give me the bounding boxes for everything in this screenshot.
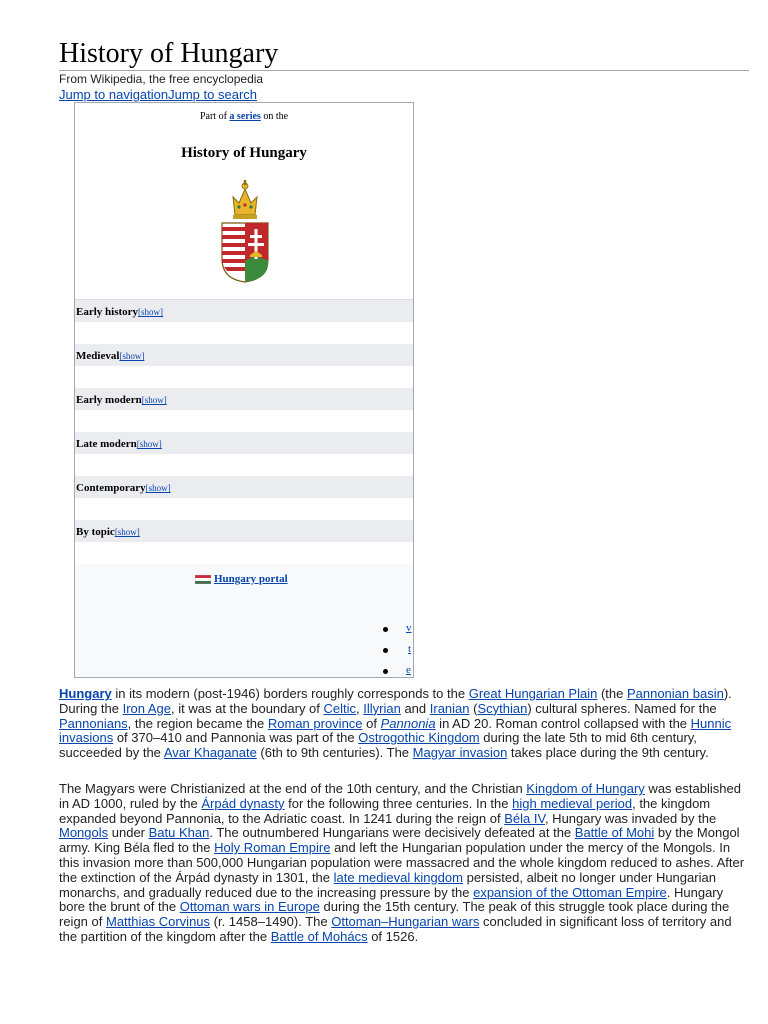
jump-to-navigation-link[interactable]: Jump to navigation	[59, 87, 169, 102]
row-label-text: Contemporary	[76, 482, 146, 494]
inline-text: (	[469, 700, 478, 716]
inline-link[interactable]: Magyar invasion	[412, 745, 508, 761]
site-tagline: From Wikipedia, the free encyclopedia	[59, 72, 264, 86]
inline-text: , the region became the	[127, 715, 268, 731]
inline-link[interactable]: Hunnic invasions	[59, 715, 732, 746]
jump-to-search-link[interactable]: Jump to search	[168, 87, 257, 102]
inline-text: . Hungary bore the brunt of the	[59, 884, 724, 915]
edit-template-link[interactable]: e	[406, 664, 411, 676]
row-label-text: Medieval	[76, 350, 120, 362]
show-toggle[interactable]: [show]	[145, 483, 171, 493]
infobox-spacer	[75, 322, 413, 344]
inline-link[interactable]: expansion of the Ottoman Empire	[473, 884, 667, 900]
page-title: History of Hungary	[59, 38, 279, 69]
inline-link[interactable]: Batu Khan	[148, 825, 210, 841]
inline-link[interactable]: Ottoman wars in Europe	[179, 899, 320, 915]
infobox-spacer	[75, 542, 413, 564]
inline-link[interactable]: Béla IV	[504, 810, 545, 826]
contemporary-label	[76, 482, 171, 494]
inline-link[interactable]: Battle of Mohács	[270, 928, 368, 944]
inline-link[interactable]: Ottoman–Hungarian wars	[331, 914, 480, 930]
show-toggle[interactable]: [show]	[114, 527, 140, 537]
inline-text: ). During the	[59, 686, 732, 716]
bullet-icon	[383, 627, 388, 632]
inline-link[interactable]: high medieval period	[512, 795, 633, 811]
inline-text: , it was at the boundary of	[171, 700, 324, 716]
inline-text: takes place during the 9th century.	[507, 745, 709, 761]
coat-of-arms-icon	[219, 179, 271, 283]
part-of-text: Part of	[199, 111, 230, 122]
inline-text: of	[362, 715, 381, 731]
inline-link[interactable]: Mongols	[59, 825, 109, 841]
inline-text: persisted, albeit no longer under Hungarian monarchs, and gradually reduced due to the increasing pressure by the	[59, 869, 716, 900]
inline-link[interactable]: Árpád dynasty	[201, 795, 285, 811]
inline-text: and	[400, 700, 430, 716]
a-series-link[interactable]: a series	[229, 111, 261, 122]
show-toggle[interactable]: [show]	[136, 439, 162, 449]
inline-link[interactable]: Pannonian basin	[626, 686, 724, 701]
inline-text: for the following three centuries. In the	[284, 795, 513, 811]
infobox-spacer	[75, 498, 413, 520]
infobox-row-by-topic	[75, 520, 413, 542]
hungary-portal-link[interactable]: Hungary portal	[214, 573, 288, 585]
inline-link[interactable]: Pannonians	[59, 715, 128, 731]
inline-link[interactable]: Ostrogothic Kingdom	[358, 730, 480, 746]
inline-text: was established in AD 1000, ruled by the	[59, 781, 741, 811]
infobox-spacer	[75, 410, 413, 432]
infobox-title: History of Hungary	[181, 145, 307, 161]
part-of-suffix: on the	[260, 111, 289, 122]
infobox-spacer	[75, 454, 413, 476]
inline-link[interactable]: Battle of Mohi	[574, 825, 655, 841]
inline-link[interactable]: Iron Age	[122, 700, 172, 716]
inline-link[interactable]: Great Hungarian Plain	[468, 686, 598, 701]
paragraph-text	[59, 782, 749, 945]
inline-text: during the late 5th to mid 6th century, succeeded by the	[59, 730, 697, 761]
row-label-text: Early modern	[76, 394, 142, 406]
row-label-text: By topic	[76, 526, 115, 538]
talk-template-link[interactable]: t	[408, 643, 412, 655]
inline-text: ,	[356, 700, 364, 716]
show-toggle[interactable]: [show]	[141, 395, 167, 405]
view-template-link[interactable]: v	[406, 622, 412, 634]
inline-link[interactable]: Scythian	[477, 700, 528, 716]
infobox-part-of	[75, 111, 413, 122]
inline-text: concluded in significant loss of territory and the partition of the kingdom after the	[59, 914, 732, 944]
inline-text: , Hungary was invaded by the	[544, 810, 717, 826]
inline-link[interactable]: Celtic	[323, 700, 357, 716]
inline-text: (6th to 9th centuries). The	[256, 745, 413, 761]
late-modern-label	[76, 438, 162, 450]
bullet-icon	[383, 669, 388, 674]
inline-text: by the Mongol army. King Béla fled to the	[59, 825, 740, 856]
early-modern-label	[76, 394, 167, 406]
inline-text: under	[108, 825, 149, 841]
inline-text: (the	[597, 686, 627, 701]
inline-text: . The outnumbered Hungarians were decisively defeated at the	[209, 825, 575, 841]
paragraph-text	[59, 687, 749, 761]
inline-link[interactable]: Kingdom of Hungary	[526, 781, 645, 796]
early-history-label	[76, 306, 163, 318]
show-toggle[interactable]: [show]	[138, 307, 164, 317]
inline-link[interactable]: Matthias Corvinus	[105, 914, 211, 930]
inline-text: of 1526.	[367, 928, 419, 944]
inline-text: and left the Hungarian population under the mercy of the Mongols. In this invasion more than 500,000 Hungarian population were massacred and the whole kingdom reduced to ashes. After the extinction of the Árpád dynasty in 1301, the	[59, 840, 745, 885]
infobox-spacer	[75, 366, 413, 388]
inline-link[interactable]: Hungary	[59, 686, 112, 701]
jump-links	[59, 87, 257, 102]
inline-text: ) cultural spheres. Named for the	[527, 700, 717, 716]
inline-text: during the 15th century. The peak of this struggle took place during the reign of	[59, 899, 730, 930]
article-paragraph-2	[59, 782, 749, 945]
by-topic-label	[76, 526, 140, 538]
bullet-icon	[383, 648, 388, 653]
inline-link[interactable]: late medieval kingdom	[333, 869, 463, 885]
infobox-row-medieval	[75, 344, 413, 366]
inline-text: in AD 20. Roman control collapsed with the	[435, 715, 691, 731]
hungary-portal	[195, 573, 288, 585]
inline-link[interactable]: Pannonia	[380, 715, 436, 731]
infobox-row-early-history	[75, 300, 413, 322]
show-toggle[interactable]: [show]	[119, 351, 145, 361]
inline-text: (r. 1458–1490). The	[210, 914, 332, 930]
inline-text: of 370–410 and Pannonia was part of the	[113, 730, 359, 746]
medieval-label	[76, 350, 144, 362]
inline-text: in its modern (post-1946) borders roughly corresponds to the	[111, 686, 469, 701]
infobox-header	[75, 103, 413, 300]
history-infobox	[74, 102, 414, 678]
title-rule	[59, 70, 749, 71]
infobox-row-contemporary	[75, 476, 413, 498]
inline-link[interactable]: Illyrian	[363, 700, 401, 716]
row-label-text: Late modern	[76, 438, 137, 450]
inline-text: , the kingdom expanded beyond Pannonia, to the Adriatic coast. In 1241 during the reign of	[59, 795, 711, 826]
row-label-text: Early history	[76, 306, 139, 318]
hungary-flag-icon	[195, 575, 211, 584]
inline-link[interactable]: Holy Roman Empire	[214, 840, 331, 856]
infobox-row-early-modern	[75, 388, 413, 410]
inline-link[interactable]: Avar Khaganate	[163, 745, 257, 761]
inline-link[interactable]: Roman province	[267, 715, 363, 731]
article-paragraph-1	[59, 687, 749, 761]
inline-link[interactable]: Iranian	[429, 700, 470, 716]
inline-text: The Magyars were Christianized at the end of the 10th century, and the Christian	[59, 781, 527, 796]
infobox-row-late-modern	[75, 432, 413, 454]
